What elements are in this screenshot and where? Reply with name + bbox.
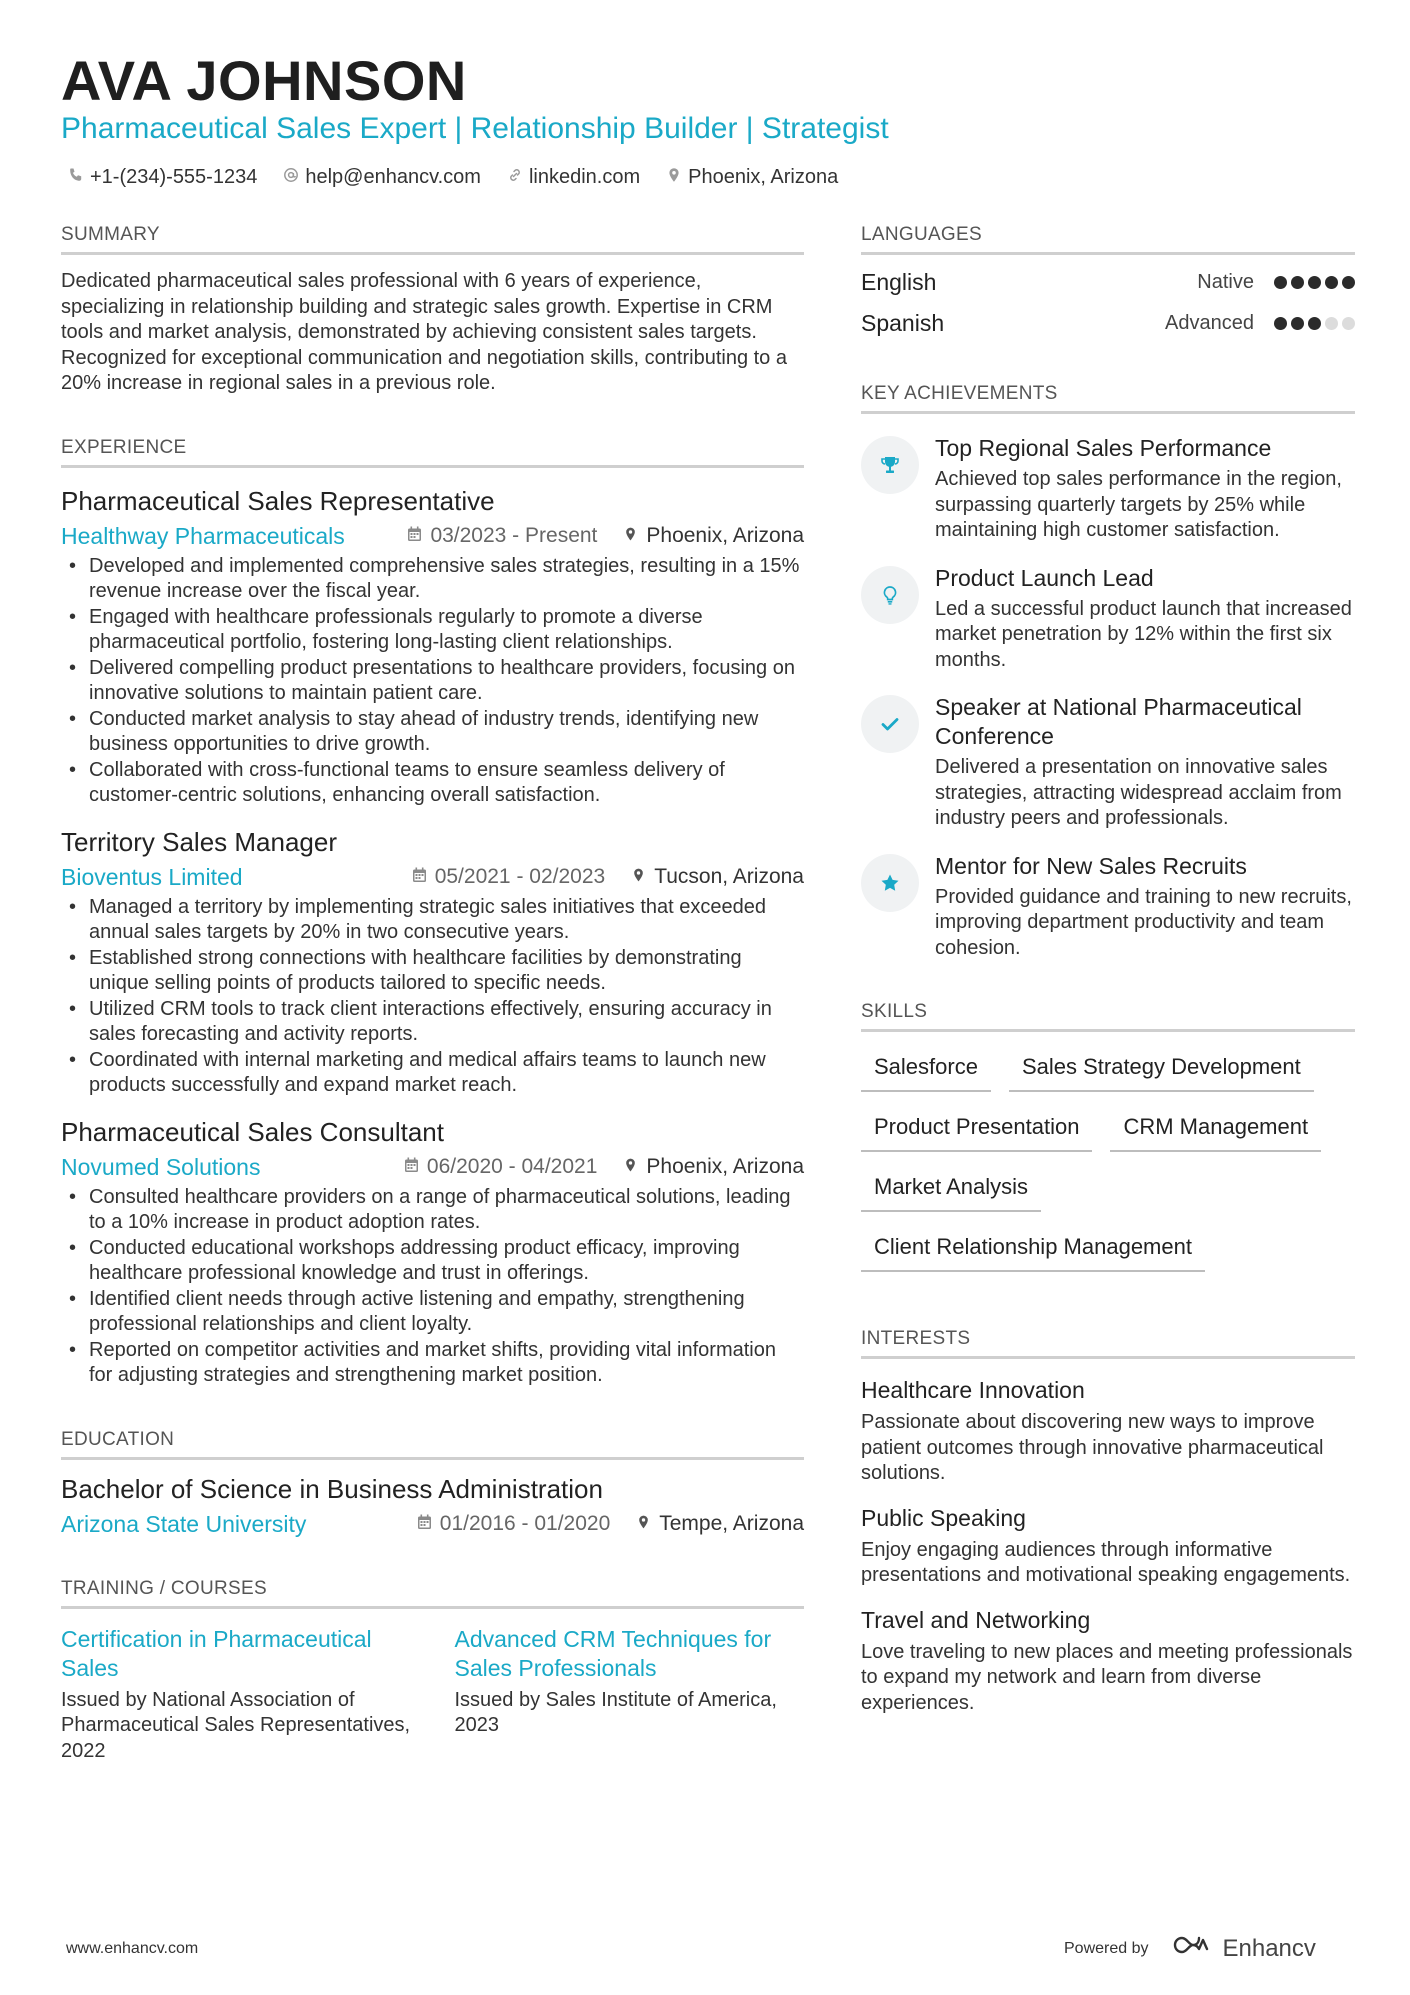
enhancv-logo-icon	[1171, 1934, 1215, 1963]
footer-branding	[1064, 1934, 1316, 1963]
job-bullets	[61, 554, 804, 809]
job-title: Territory Sales Manager	[61, 826, 337, 857]
interest-list	[861, 1377, 1355, 1716]
company-name: Bioventus Limited	[61, 863, 243, 890]
achievement-desc: Led a successful product launch that increased market penetration by 12% within the first six months.	[935, 597, 1352, 671]
job-location	[623, 1155, 804, 1179]
contact-linkedin[interactable]	[507, 166, 640, 189]
education-section	[61, 1429, 804, 1538]
job-bullet: • Managed a territory by implementing strategic sales initiatives that exceeded annual sales targets by 20% in two consecutive years.	[61, 895, 804, 946]
achievement-item	[861, 434, 1355, 544]
job-dates	[412, 865, 605, 889]
candidate-name: AVA JOHNSON	[61, 49, 467, 112]
rating-dot	[1274, 276, 1287, 289]
training-list	[61, 1625, 804, 1765]
education-heading: EDUCATION	[61, 1429, 804, 1460]
job-meta	[61, 864, 804, 891]
training-section	[61, 1578, 804, 1765]
calendar-icon	[412, 865, 427, 889]
right-column	[861, 224, 1355, 1716]
achievement-item	[861, 693, 1355, 832]
training-desc: Issued by Sales Institute of America, 2023	[454, 1688, 777, 1736]
job-bullet: • Consulted healthcare providers on a range of pharmaceutical solutions, leading to a 10% increase in product adoption rates.	[61, 1185, 804, 1236]
training-heading: TRAINING / COURSES	[61, 1578, 804, 1609]
interest-title: Healthcare Innovation	[861, 1377, 1085, 1403]
job-dates-text: 03/2023 - Present	[430, 524, 598, 547]
interest-item	[861, 1377, 1355, 1487]
training-item	[455, 1625, 805, 1765]
brand-name: Enhancv	[1222, 1934, 1316, 1962]
interest-item	[861, 1505, 1355, 1589]
language-rating	[1274, 276, 1355, 289]
location-pin-icon	[666, 166, 682, 189]
job-bullet: • Delivered compelling product presentations to healthcare providers, focusing on innovative solutions to maintain patient care.	[61, 656, 804, 707]
rating-dot	[1342, 317, 1355, 330]
job-location-text: Phoenix, Arizona	[646, 1155, 804, 1178]
experience-section	[61, 437, 804, 1389]
company-name: Novumed Solutions	[61, 1153, 261, 1180]
rating-dot	[1308, 317, 1321, 330]
job-meta	[61, 1154, 804, 1181]
job-bullet: • Identified client needs through active listening and empathy, strengthening professional relationships and client loyalty.	[61, 1287, 804, 1338]
job-bullets	[61, 1185, 804, 1389]
at-icon	[283, 166, 299, 189]
degree-title: Bachelor of Science in Business Administration	[61, 1473, 603, 1504]
achievements-heading: KEY ACHIEVEMENTS	[861, 383, 1355, 414]
achievement-body	[935, 852, 1355, 962]
achievement-item	[861, 564, 1355, 674]
rating-dot	[1291, 276, 1304, 289]
job-bullet: • Utilized CRM tools to track client interactions effectively, ensuring accuracy in sales forecasting and activity reports.	[61, 997, 804, 1048]
rating-dot	[1291, 317, 1304, 330]
interest-desc: Love traveling to new places and meeting professionals to expand my network and learn from diverse experiences.	[861, 1640, 1353, 1714]
achievement-list	[861, 434, 1355, 961]
job-entry	[61, 1117, 804, 1389]
achievement-desc: Delivered a presentation on innovative sales strategies, attracting widespread acclaim from industry peers and professionals.	[935, 756, 1342, 829]
rating-dot	[1274, 317, 1287, 330]
location-pin-icon	[631, 865, 646, 889]
skill-tag: Product Presentation	[861, 1106, 1092, 1152]
achievement-item	[861, 852, 1355, 962]
interests-heading: INTERESTS	[861, 1328, 1355, 1359]
job-dates	[404, 1155, 597, 1179]
achievement-desc: Achieved top sales performance in the region, surpassing quarterly targets by 25% while maintaining high customer satisfaction.	[935, 468, 1342, 541]
achievement-body	[935, 564, 1355, 674]
education-entry	[61, 1474, 804, 1538]
contact-email[interactable]	[283, 166, 481, 189]
experience-heading: EXPERIENCE	[61, 437, 804, 468]
achievements-section	[861, 383, 1355, 961]
rating-dot	[1325, 276, 1338, 289]
calendar-icon	[417, 1512, 432, 1536]
education-location-text: Tempe, Arizona	[659, 1512, 804, 1535]
achievement-title: Mentor for New Sales Recruits	[935, 852, 1247, 879]
language-rating	[1274, 317, 1355, 330]
training-item	[61, 1625, 411, 1765]
job-bullet: • Developed and implemented comprehensive sales strategies, resulting in a 15% revenue increase over the fiscal year.	[61, 554, 804, 605]
training-desc: Issued by National Association of Pharmaceutical Sales Representatives, 2022	[61, 1688, 411, 1762]
language-name: English	[861, 269, 937, 295]
job-location-text: Tucson, Arizona	[654, 865, 804, 888]
language-list	[861, 269, 1355, 337]
education-meta	[61, 1511, 804, 1538]
brand-logo[interactable]	[1171, 1934, 1316, 1963]
left-column	[61, 224, 804, 1764]
interest-desc: Enjoy engaging audiences through informative presentations and motivational speaking engagements.	[861, 1538, 1351, 1586]
language-row	[861, 310, 1355, 337]
achievement-title: Top Regional Sales Performance	[935, 435, 1272, 461]
lightbulb-icon	[861, 566, 919, 624]
location-pin-icon	[623, 1155, 638, 1179]
summary-section	[61, 224, 804, 397]
skills-section	[861, 1001, 1355, 1272]
rating-dot	[1308, 276, 1321, 289]
education-location	[636, 1512, 804, 1536]
skill-tag: CRM Management	[1110, 1106, 1321, 1152]
calendar-icon	[407, 524, 422, 548]
skill-tag: Market Analysis	[861, 1166, 1041, 1212]
link-icon	[507, 166, 523, 189]
headline: Pharmaceutical Sales Expert | Relationship Builder | Strategist	[61, 112, 889, 145]
skills-heading: SKILLS	[861, 1001, 1355, 1032]
job-title: Pharmaceutical Sales Consultant	[61, 1116, 444, 1147]
achievement-body	[935, 693, 1355, 832]
interest-title: Travel and Networking	[861, 1606, 1091, 1633]
skill-tag: Sales Strategy Development	[1009, 1046, 1314, 1092]
email-text: help@enhancv.com	[305, 166, 481, 188]
job-bullet: • Conducted market analysis to stay ahead of industry trends, identifying new business opportunities to drive growth.	[61, 707, 804, 758]
job-location	[623, 524, 804, 548]
job-dates-text: 06/2020 - 04/2021	[426, 1155, 598, 1178]
company-name: Healthway Pharmaceuticals	[61, 522, 345, 549]
training-title: Advanced CRM Techniques for Sales Professionals	[454, 1625, 772, 1681]
skill-list	[861, 1046, 1355, 1272]
job-bullet: • Collaborated with cross-functional teams to ensure seamless delivery of customer-centric solutions, enhancing overall satisfaction.	[61, 758, 804, 809]
rating-dot	[1342, 276, 1355, 289]
school-name: Arizona State University	[61, 1510, 307, 1537]
interests-section	[861, 1328, 1355, 1716]
interest-desc: Passionate about discovering new ways to improve patient outcomes through innovative pharmaceutical solutions.	[861, 1411, 1324, 1484]
job-bullet: • Coordinated with internal marketing and medical affairs teams to launch new products successfully and expand market reach.	[61, 1048, 804, 1099]
location-text: Phoenix, Arizona	[688, 166, 839, 188]
training-title: Certification in Pharmaceutical Sales	[61, 1625, 372, 1681]
job-bullet: • Established strong connections with healthcare facilities by demonstrating unique selling points of products tailored to specific needs.	[61, 946, 804, 997]
rating-dot	[1325, 317, 1338, 330]
languages-heading: LANGUAGES	[861, 224, 1355, 255]
footer-website[interactable]: www.enhancv.com	[66, 1940, 199, 1957]
interest-title: Public Speaking	[861, 1504, 1026, 1531]
phone-text: +1-(234)-555-1234	[90, 166, 258, 188]
language-row	[861, 269, 1355, 296]
interest-item	[861, 1607, 1355, 1717]
job-dates	[407, 524, 597, 548]
phone-icon	[68, 166, 84, 189]
job-bullet: • Conducted educational workshops addressing product efficacy, improving healthcare professional knowledge and trust in offerings.	[61, 1236, 804, 1287]
linkedin-text: linkedin.com	[528, 166, 641, 188]
job-bullet: • Engaged with healthcare professionals regularly to promote a diverse pharmaceutical portfolio, fostering long-lasting client relationships.	[61, 605, 804, 656]
location-pin-icon	[623, 524, 638, 548]
achievement-title: Product Launch Lead	[935, 564, 1154, 591]
calendar-icon	[404, 1155, 419, 1179]
job-list	[61, 486, 804, 1389]
education-dates	[417, 1512, 610, 1536]
trophy-icon	[861, 436, 919, 494]
powered-by-text: Powered by	[1064, 1939, 1149, 1957]
summary-text: Dedicated pharmaceutical sales professional with 6 years of experience, specializing in relationship building and strategic sales growth. Expertise in CRM tools and market analysis, demonstrated by achieving consistent sales targets. Recognized for exceptional communication and negotiation skills, contributing to a 20% increase in regional sales in a previous role.	[61, 270, 787, 394]
job-title: Pharmaceutical Sales Representative	[61, 485, 495, 516]
contact-bar	[68, 166, 838, 189]
achievement-body	[935, 434, 1355, 544]
achievement-desc: Provided guidance and training to new recruits, improving department productivity and team cohesion.	[935, 885, 1352, 959]
contact-location	[666, 166, 838, 189]
education-dates-text: 01/2016 - 01/2020	[439, 1512, 611, 1535]
contact-phone[interactable]	[68, 166, 257, 189]
job-meta	[61, 523, 804, 550]
location-pin-icon	[636, 1512, 651, 1536]
check-icon	[861, 695, 919, 753]
job-bullet: • Reported on competitor activities and market shifts, providing vital information for adjusting strategies and strengthening market position.	[61, 1338, 804, 1389]
achievement-title: Speaker at National Pharmaceutical Conference	[935, 694, 1302, 749]
language-name: Spanish	[861, 310, 945, 336]
summary-heading: SUMMARY	[61, 224, 804, 255]
star-icon	[861, 854, 919, 912]
job-bullets	[61, 895, 804, 1099]
language-level: Native	[1197, 271, 1254, 293]
language-level: Advanced	[1165, 312, 1254, 334]
skill-tag: Salesforce	[861, 1046, 991, 1092]
skill-tag: Client Relationship Management	[861, 1226, 1205, 1272]
languages-section	[861, 224, 1355, 337]
job-location	[631, 865, 804, 889]
job-location-text: Phoenix, Arizona	[646, 524, 804, 547]
job-dates-text: 05/2021 - 02/2023	[434, 865, 606, 888]
job-entry	[61, 827, 804, 1099]
job-entry	[61, 486, 804, 809]
